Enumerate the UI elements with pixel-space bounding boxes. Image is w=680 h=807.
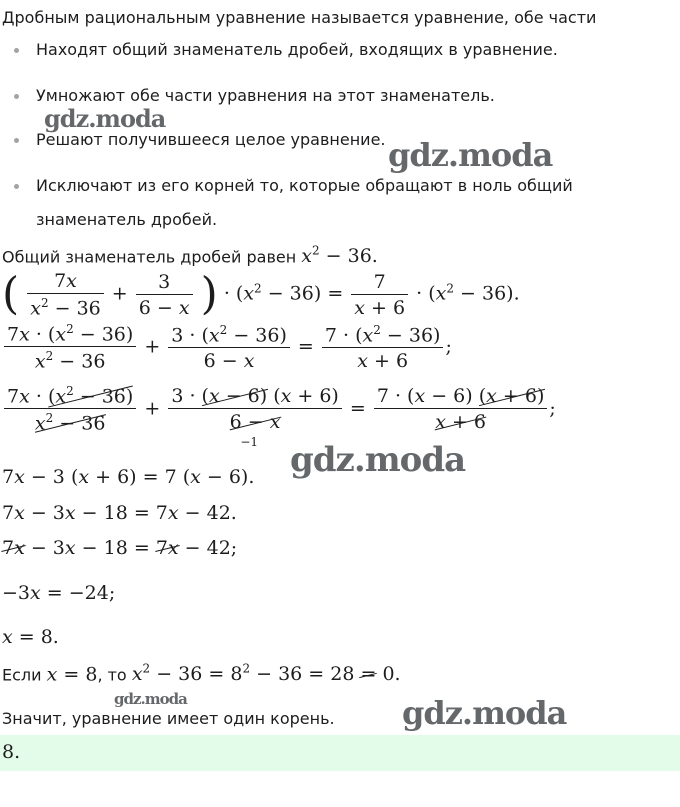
watermark: gdz.moda	[44, 104, 166, 133]
equation-line-7: −3x = −24;	[2, 582, 116, 604]
equation-line-2: $\frac{7x \cdot (x^2 - 36)}{x^2 - 36}$ + $\frac{3 \cdot (x^2 - 36)}{6 - x}$ = $\frac{7 \cdot (x^2 - 36)}{x + 6}$ ;	[2, 322, 452, 373]
watermark: gdz.moda	[114, 690, 187, 708]
answer-value: 8.	[2, 741, 21, 763]
equation-line-1: ( $\frac{7x}{x^2 - 36}$ + $\frac{3}{6 - x}$ ) · $(x^2 - 36)$ = $\frac{7}{x + 6}$ · $(x^2 - 36)$.	[2, 268, 520, 320]
conclusion-text: Значит, уравнение имеет один корень.	[2, 709, 335, 728]
equation-line-6: 7x − 3x − 18 = 7x − 42;	[2, 537, 238, 559]
check-formula: $x^2 - 36 = 8^2 - 36 = 28 = 0$.	[131, 662, 401, 686]
bullet-icon	[14, 138, 19, 143]
bullet-icon	[14, 184, 19, 189]
check-line: Если x = 8, то $x^2 - 36 = 8^2 - 36 = 28 = 0$.	[2, 662, 401, 686]
denominator-formula: $x^2 - 36$.	[301, 244, 378, 268]
equation-line-4: 7x − 3 (x + 6) = 7 (x − 6).	[2, 466, 255, 488]
watermark: gdz.moda	[290, 440, 466, 480]
answer-box	[0, 735, 680, 771]
equation-line-3-cancelled: $\frac{7x \cdot (x^2 - 36)}{x^2 - 36}$ + 3 · (x − 6) (x + 6) 6 − x −1 = $\frac{7 \cdot (x - 6) (x + 6)}{x + 6}$ ;	[2, 384, 556, 435]
equation-line-8: x = 8.	[2, 626, 59, 648]
bullet-icon	[14, 94, 19, 99]
common-denominator-line: Общий знаменатель дробей равен $x^2 - 36$.	[2, 244, 378, 268]
intro-text: Дробным рациональным уравнение называется уравнение, обе части	[2, 8, 597, 27]
watermark: gdz.moda	[388, 136, 553, 174]
bullet-icon	[14, 48, 19, 53]
equation-line-5: 7x − 3x − 18 = 7x − 42.	[2, 502, 237, 524]
watermark: gdz.moda	[402, 694, 567, 732]
